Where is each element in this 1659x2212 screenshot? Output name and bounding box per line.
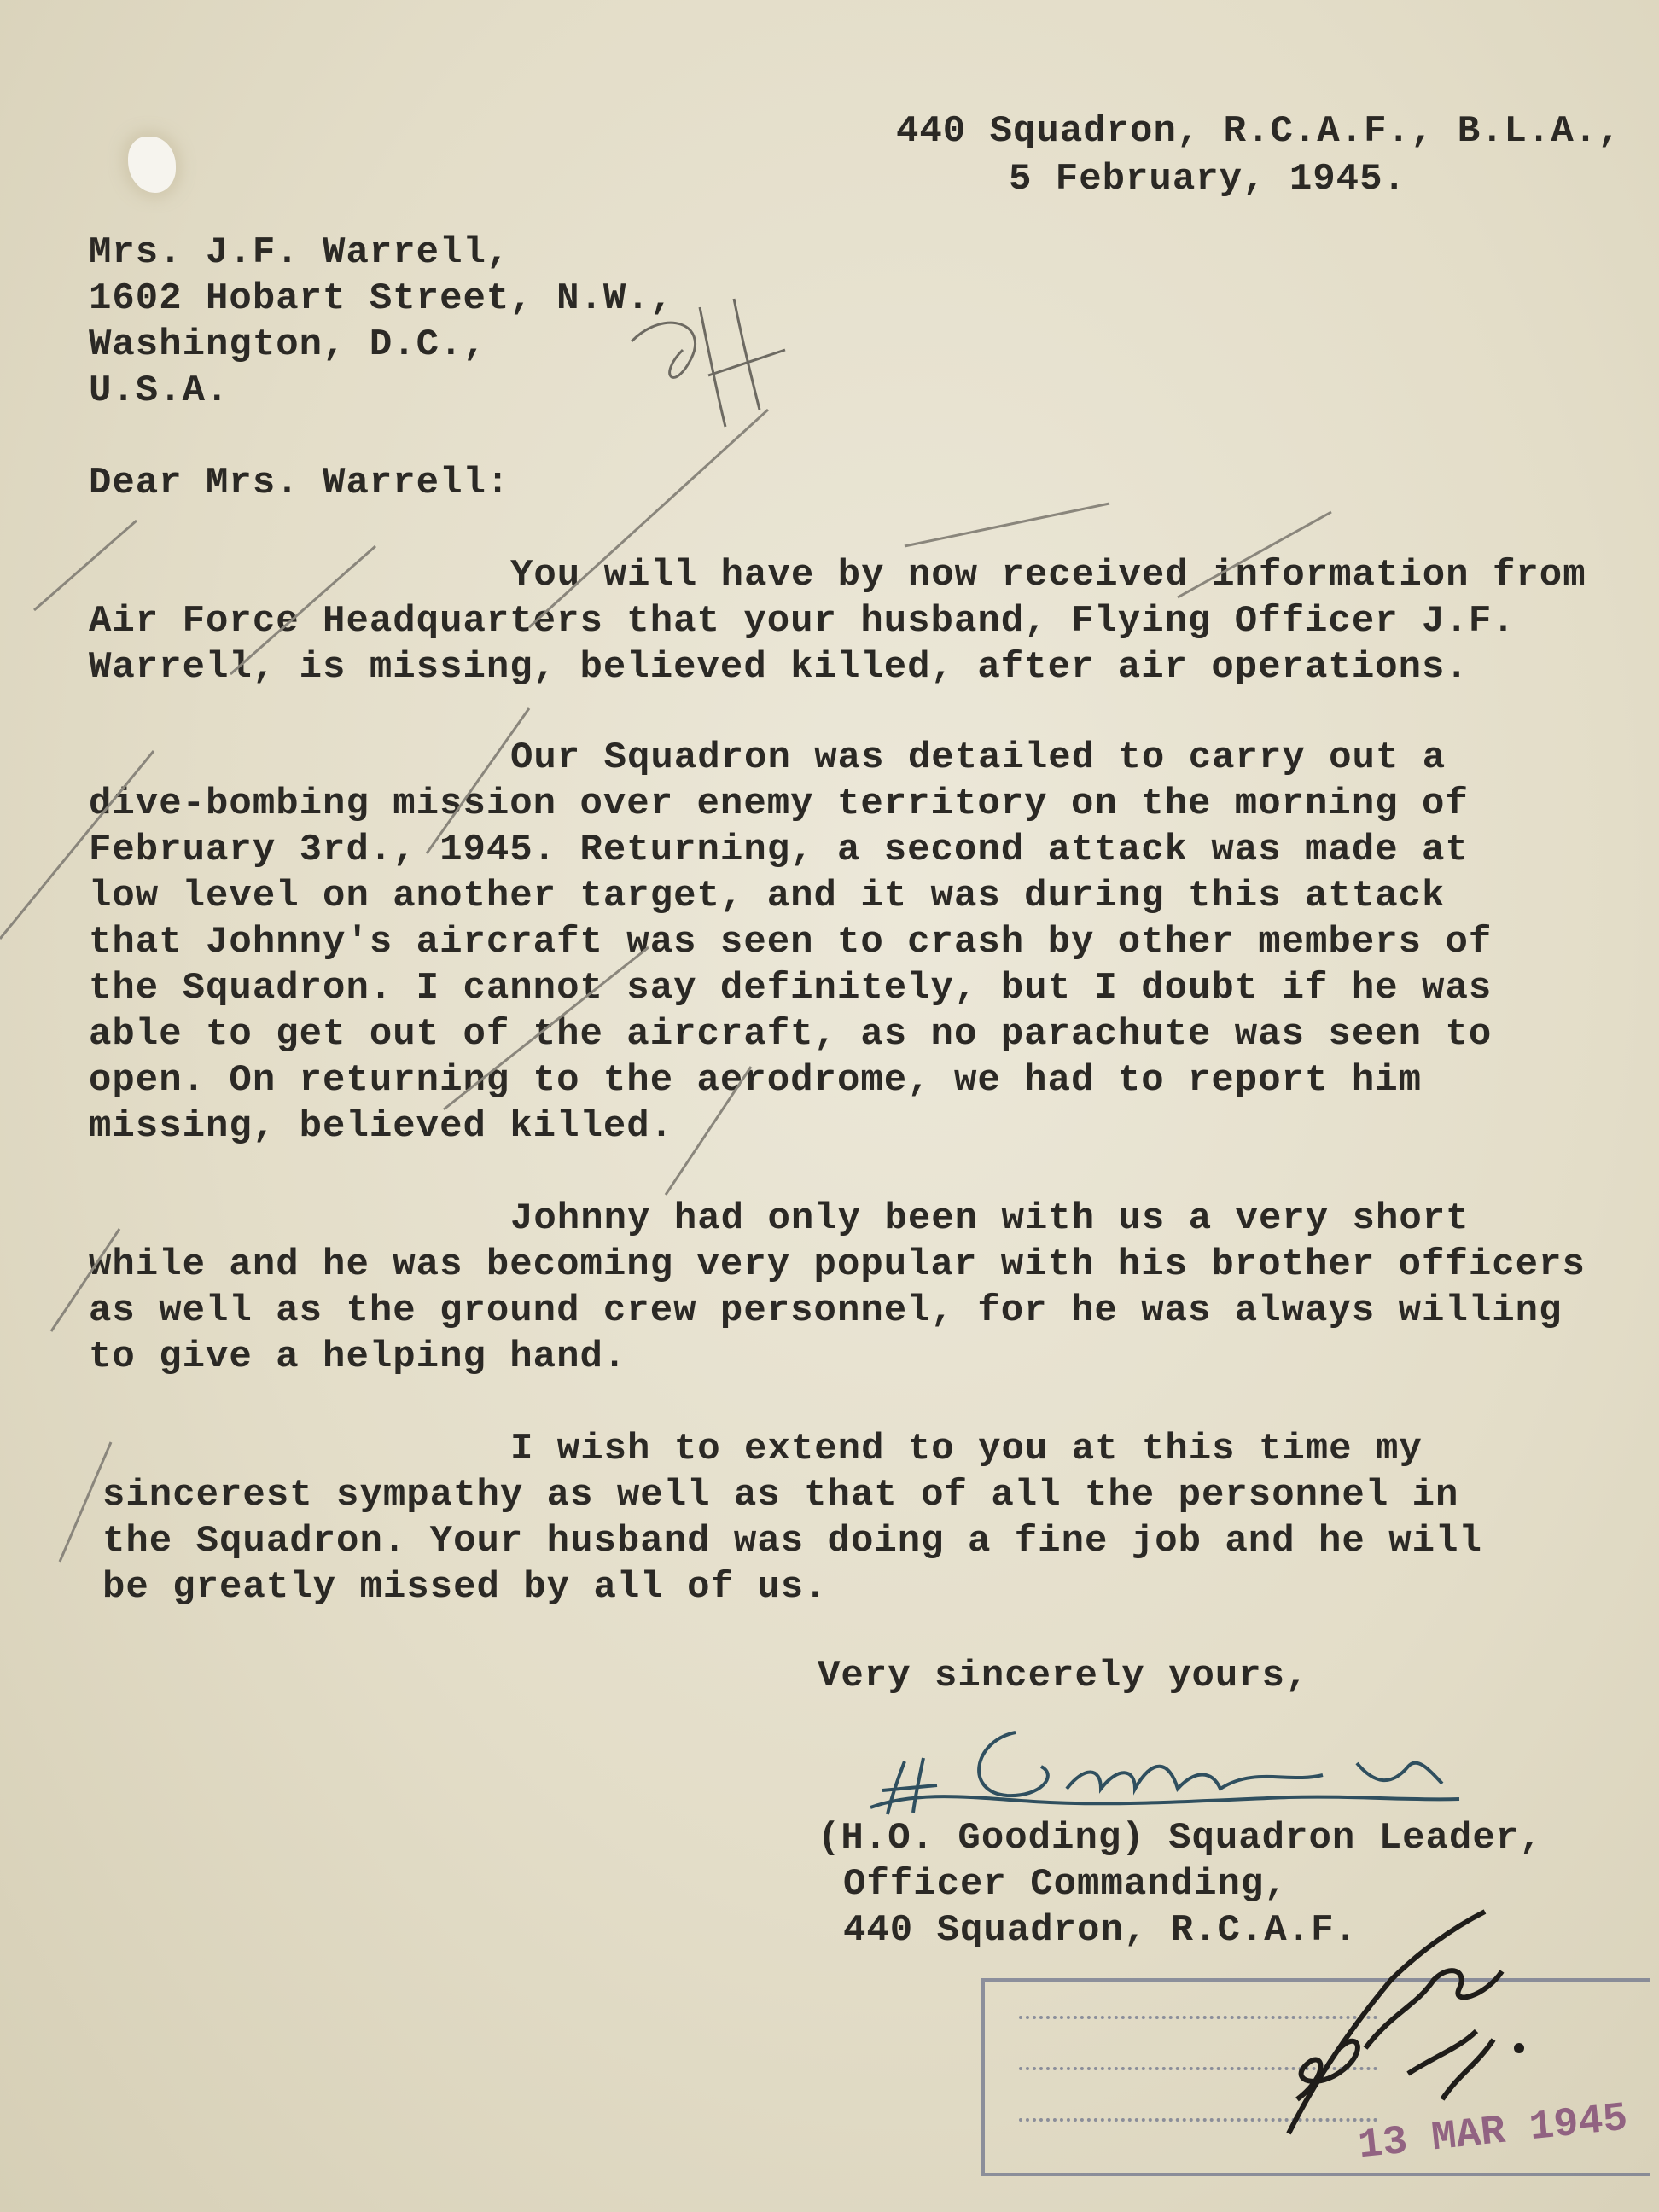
- signature-block-line-2: Officer Commanding,: [843, 1863, 1288, 1906]
- para1-line-2: Air Force Headquarters that your husband, Flying Officer J.F.: [89, 600, 1516, 643]
- para2-line-8: open. On returning to the aerodrome, we had to report him: [89, 1059, 1423, 1102]
- para3-line-3: as well as the ground crew personnel, for he was always willing: [89, 1289, 1563, 1332]
- address-line-3: Washington, D.C.,: [89, 323, 486, 366]
- pencil-initials: [614, 273, 802, 435]
- signature-block-line-1: (H.O. Gooding) Squadron Leader,: [818, 1817, 1543, 1860]
- address-line-1: Mrs. J.F. Warrell,: [89, 231, 510, 274]
- para2-line-1: Our Squadron was detailed to carry out a: [510, 736, 1447, 779]
- stamp-date: 13 MAR 1945: [1356, 2095, 1630, 2170]
- para4-line-1: I wish to extend to you at this time my: [510, 1428, 1423, 1470]
- para3-line-2: while and he was becoming very popular with his brother officers: [89, 1243, 1586, 1286]
- address-line-2: 1602 Hobart Street, N.W.,: [89, 277, 674, 320]
- para2-line-3: February 3rd., 1945. Returning, a second attack was made at: [89, 829, 1469, 871]
- para4-line-3: the Squadron. Your husband was doing a fine job and he will: [102, 1520, 1482, 1563]
- para2-line-9: missing, believed killed.: [89, 1105, 674, 1148]
- para3-line-4: to give a helping hand.: [89, 1336, 627, 1378]
- para2-line-4: low level on another target, and it was during this attack: [89, 875, 1446, 917]
- para4-line-2: sincerest sympathy as well as that of all the personnel in: [102, 1474, 1459, 1516]
- para2-line-5: that Johnny's aircraft was seen to crash by other members of: [89, 921, 1493, 963]
- dateline-line-1: 440 Squadron, R.C.A.F., B.L.A.,: [896, 110, 1621, 153]
- closing: Very sincerely yours,: [818, 1655, 1309, 1697]
- para2-line-7: able to get out of the aircraft, as no parachute was seen to: [89, 1013, 1493, 1056]
- paper-tear-hole: [128, 137, 176, 193]
- address-line-4: U.S.A.: [89, 370, 230, 412]
- clerk-signature: [1263, 1877, 1536, 2151]
- para4-line-4: be greatly missed by all of us.: [102, 1566, 828, 1609]
- para1-line-1: You will have by now received information from: [510, 554, 1586, 597]
- para2-line-6: the Squadron. I cannot say definitely, but I doubt if he was: [89, 967, 1493, 1010]
- signature-block-line-3: 440 Squadron, R.C.A.F.: [843, 1909, 1358, 1952]
- para2-line-2: dive-bombing mission over enemy territory on the morning of: [89, 783, 1469, 825]
- salutation: Dear Mrs. Warrell:: [89, 462, 510, 504]
- para1-line-3: Warrell, is missing, believed killed, after air operations.: [89, 646, 1469, 689]
- dateline-line-2: 5 February, 1945.: [1009, 158, 1406, 201]
- para3-line-1: Johnny had only been with us a very short: [510, 1197, 1470, 1240]
